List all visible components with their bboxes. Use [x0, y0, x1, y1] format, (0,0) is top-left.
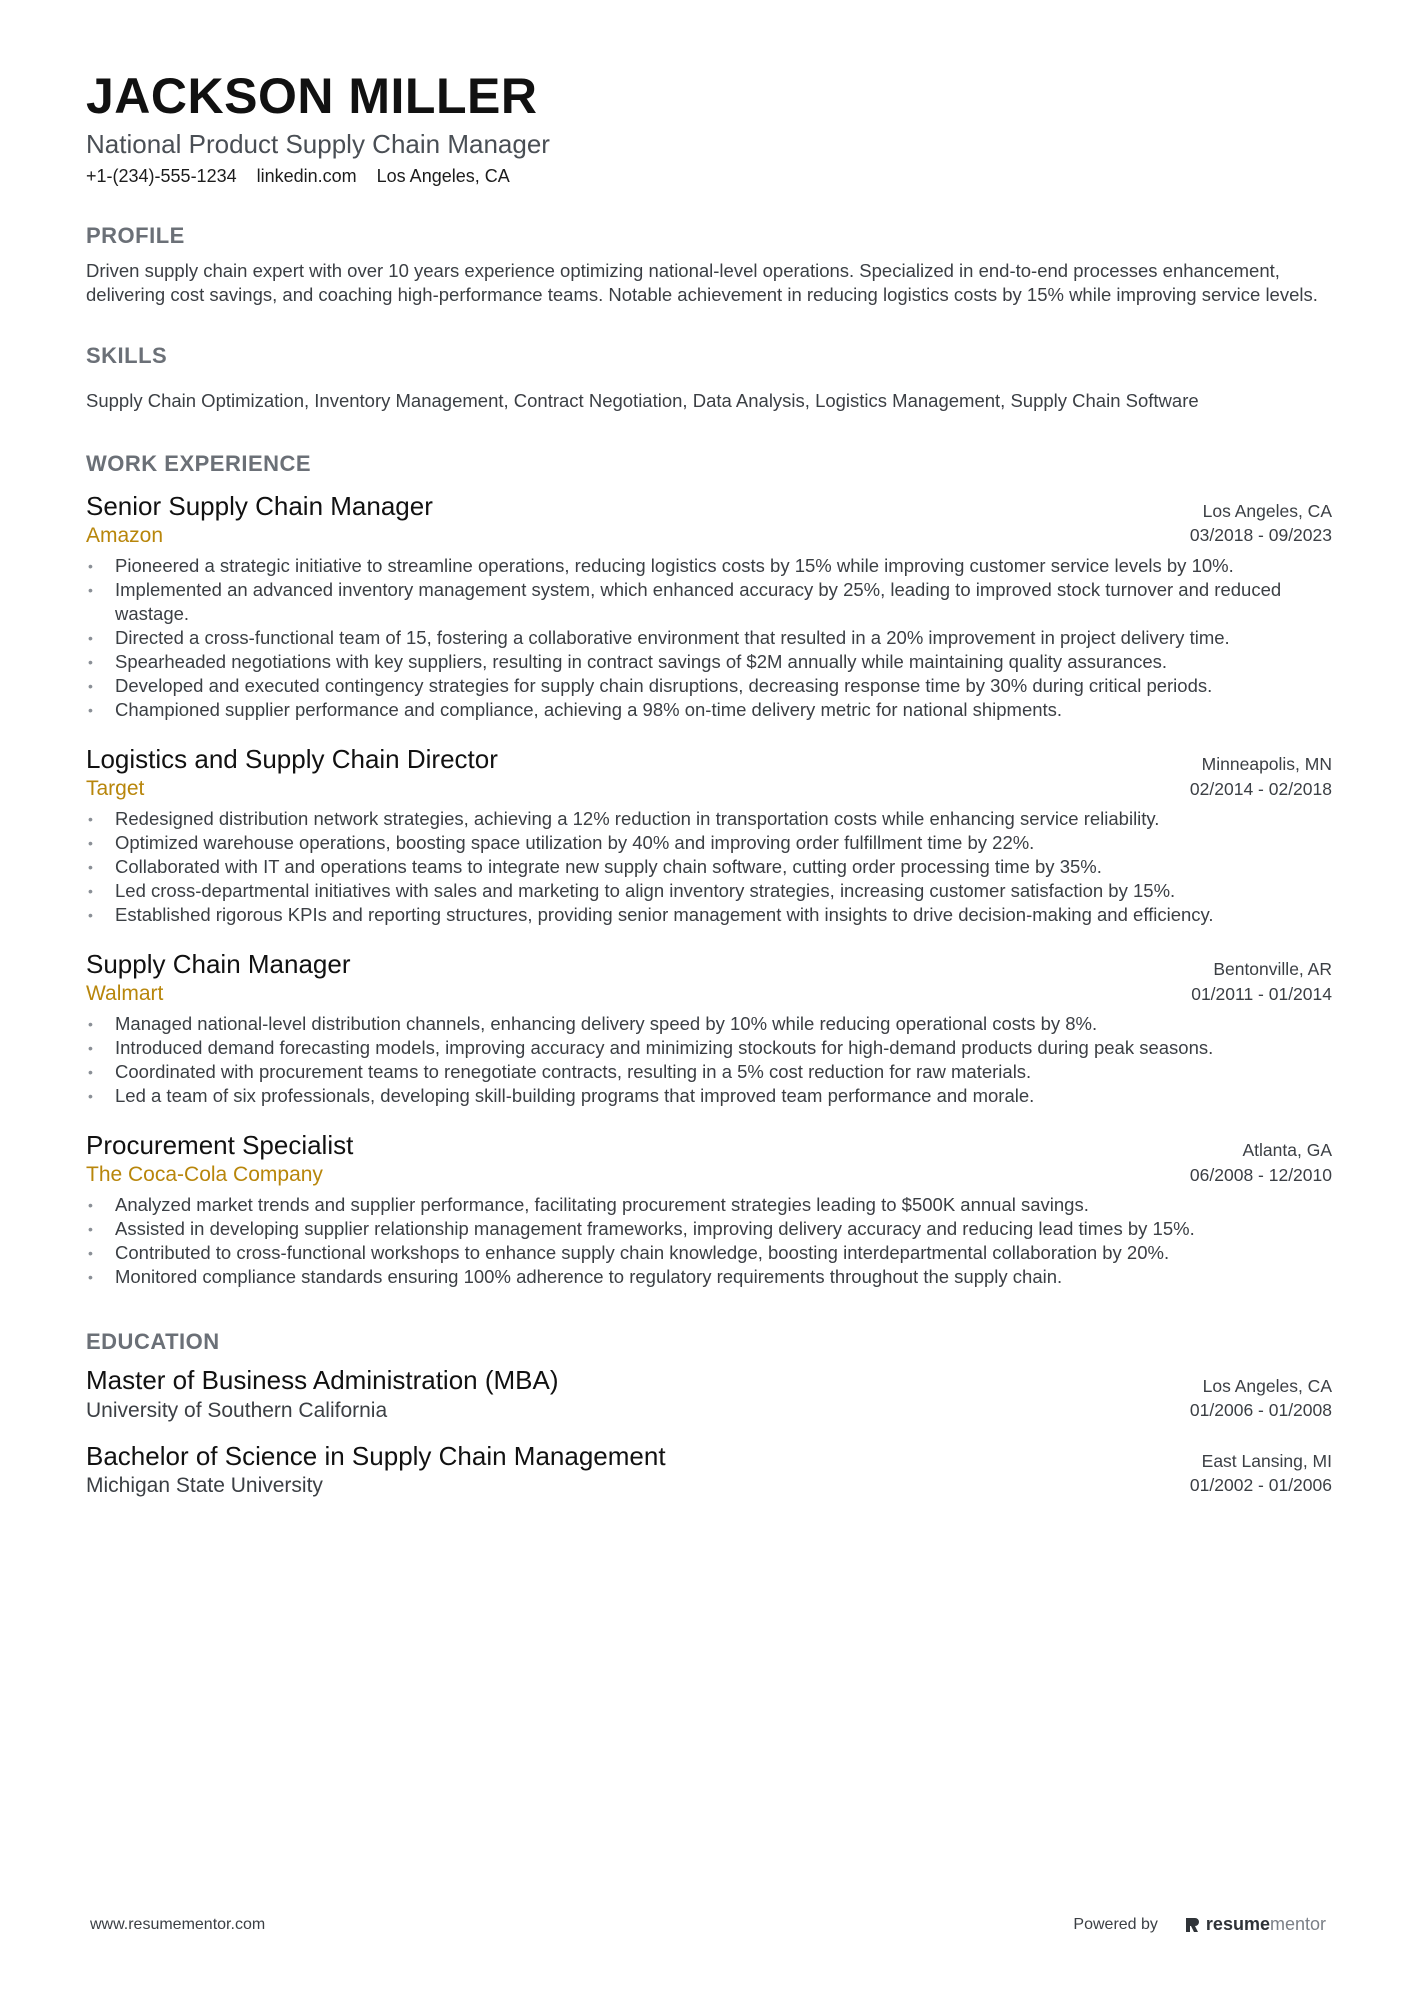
- profile-text: Driven supply chain expert with over 10 years experience optimizing national-level operations. Specialized in end-to-end processes enhancement, delivering cost savings, and coaching high-performance teams. Notable achievement in reducing logistics costs by 15% while improving service levels.: [86, 259, 1318, 305]
- job-entry: [86, 1130, 1332, 1289]
- job-title: Procurement Specialist: [86, 1130, 354, 1161]
- footer: [90, 1914, 1326, 1935]
- job-dates: 02/2014 - 02/2018: [1189, 778, 1332, 799]
- education-dates: 01/2002 - 01/2006: [1189, 1475, 1332, 1496]
- job-bullets: [86, 1012, 1332, 1108]
- brand-light-text: mentor: [1269, 1914, 1326, 1934]
- bullet-text: Analyzed market trends and supplier performance, facilitating procurement strategies leading to $500K annual savings.: [115, 1194, 1089, 1216]
- bullet-dot-icon: •: [88, 811, 93, 828]
- education-subheader: [86, 1474, 1332, 1498]
- job-dates: 01/2011 - 01/2014: [1191, 983, 1332, 1004]
- candidate-title: National Product Supply Chain Manager: [86, 128, 550, 159]
- bullet-dot-icon: •: [88, 653, 93, 670]
- job-bullet: [86, 1036, 1332, 1060]
- candidate-name: JACKSON MILLER: [86, 68, 538, 124]
- education-location: East Lansing, MI: [1201, 1450, 1332, 1471]
- job-bullet: [86, 879, 1332, 903]
- job-entry: [86, 744, 1332, 927]
- education-location: Los Angeles, CA: [1202, 1375, 1332, 1396]
- bullet-text: Championed supplier performance and compliance, achieving a 98% on-time delivery metric for national shipments.: [115, 698, 1063, 720]
- job-bullet: [86, 650, 1332, 674]
- bullet-text: Optimized warehouse operations, boosting space utilization by 40% and improving order fulfillment time by 22%.: [115, 832, 1035, 854]
- experience-heading: WORK EXPERIENCE: [86, 450, 312, 476]
- job-title: Supply Chain Manager: [86, 949, 351, 980]
- job-bullet: [86, 626, 1332, 650]
- bullet-text: Led a team of six professionals, developing skill-building programs that improved team performance and morale.: [115, 1085, 1035, 1107]
- bullet-text: Assisted in developing supplier relationship management frameworks, improving delivery accuracy and reducing lead times by 15%.: [115, 1218, 1195, 1240]
- job-bullets: [86, 1193, 1332, 1289]
- job-location: Bentonville, AR: [1213, 959, 1332, 980]
- job-entry: [86, 491, 1332, 722]
- degree-title: Bachelor of Science in Supply Chain Management: [86, 1440, 666, 1471]
- school-name: University of Southern California: [86, 1398, 388, 1422]
- job-bullet: [86, 554, 1332, 578]
- contact-location: Los Angeles, CA: [376, 165, 510, 186]
- education-heading: EDUCATION: [86, 1329, 220, 1355]
- job-bullet: [86, 698, 1332, 722]
- resumementor-logo-icon: [1184, 1917, 1200, 1933]
- job-title: Logistics and Supply Chain Director: [86, 743, 498, 774]
- contact-linkedin[interactable]: linkedin.com: [256, 165, 357, 186]
- bullet-text: Developed and executed contingency strategies for supply chain disruptions, decreasing response time by 30% during critical periods.: [115, 674, 1213, 696]
- job-header: [86, 491, 1332, 522]
- bullet-text: Managed national-level distribution channels, enhancing delivery speed by 10% while reducing operational costs by 8%.: [115, 1013, 1098, 1035]
- bullet-dot-icon: •: [88, 1088, 93, 1105]
- brand-logo[interactable]: [1184, 1914, 1326, 1935]
- job-bullet: [86, 578, 1332, 626]
- education-subheader: [86, 1399, 1332, 1423]
- bullet-dot-icon: •: [88, 859, 93, 876]
- skills-heading: SKILLS: [86, 342, 168, 368]
- degree-title: Master of Business Administration (MBA): [86, 1365, 559, 1396]
- job-dates: 06/2008 - 12/2010: [1189, 1164, 1332, 1185]
- job-bullet: [86, 903, 1332, 927]
- bullet-text: Pioneered a strategic initiative to streamline operations, reducing logistics costs by 15% while improving customer service levels by 10%.: [115, 554, 1234, 576]
- job-header: [86, 744, 1332, 775]
- job-subheader: [86, 982, 1332, 1006]
- job-bullet: [86, 674, 1332, 698]
- profile-heading: PROFILE: [86, 222, 185, 248]
- bullet-text: Spearheaded negotiations with key suppliers, resulting in contract savings of $2M annually while maintaining quality assurances.: [115, 650, 1168, 672]
- education-header: [86, 1441, 1332, 1472]
- job-bullet: [86, 1012, 1332, 1036]
- job-bullet: [86, 1217, 1332, 1241]
- bullet-dot-icon: •: [88, 907, 93, 924]
- job-bullets: [86, 554, 1332, 722]
- job-company: Amazon: [86, 523, 164, 547]
- education-list: [86, 1365, 1332, 1497]
- footer-website[interactable]: www.resumementor.com: [90, 1915, 266, 1933]
- bullet-text: Directed a cross-functional team of 15, fostering a collaborative environment that resulted in a 20% improvement in project delivery time.: [115, 626, 1230, 648]
- brand-strong-text: resume: [1205, 1914, 1270, 1934]
- job-list: [86, 491, 1332, 1290]
- job-location: Atlanta, GA: [1242, 1140, 1332, 1161]
- education-header: [86, 1365, 1332, 1396]
- job-bullet: [86, 1241, 1332, 1265]
- job-bullets: [86, 807, 1332, 927]
- job-bullet: [86, 1193, 1332, 1217]
- job-subheader: [86, 777, 1332, 801]
- job-company: Walmart: [86, 982, 164, 1006]
- job-header: [86, 1130, 1332, 1161]
- bullet-dot-icon: •: [88, 557, 93, 574]
- bullet-text: Contributed to cross-functional workshops to enhance supply chain knowledge, boosting interdepartmental collaboration by 20%.: [115, 1242, 1170, 1264]
- bullet-text: Established rigorous KPIs and reporting structures, providing senior management with insights to drive decision-making and efficiency.: [115, 904, 1214, 926]
- bullet-dot-icon: •: [88, 629, 93, 646]
- contact-line: [86, 166, 1332, 187]
- bullet-dot-icon: •: [88, 1016, 93, 1033]
- bullet-dot-icon: •: [88, 1064, 93, 1081]
- bullet-dot-icon: •: [88, 1221, 93, 1238]
- bullet-text: Monitored compliance standards ensuring 100% adherence to regulatory requirements throughout the supply chain.: [115, 1266, 1063, 1288]
- bullet-dot-icon: •: [88, 1197, 93, 1214]
- job-bullet: [86, 855, 1332, 879]
- job-bullet: [86, 831, 1332, 855]
- school-name: Michigan State University: [86, 1473, 323, 1497]
- job-dates: 03/2018 - 09/2023: [1189, 525, 1332, 546]
- profile-section: [86, 223, 1332, 307]
- bullet-dot-icon: •: [88, 1040, 93, 1057]
- footer-powered: [1073, 1914, 1326, 1935]
- bullet-text: Introduced demand forecasting models, improving accuracy and minimizing stockouts for high-demand products during peak seasons.: [115, 1037, 1214, 1059]
- powered-by-label: Powered by: [1073, 1915, 1158, 1933]
- bullet-text: Redesigned distribution network strategies, achieving a 12% reduction in transportation costs while enhancing service reliability.: [115, 808, 1160, 830]
- bullet-dot-icon: •: [88, 1245, 93, 1262]
- job-bullet: [86, 1265, 1332, 1289]
- job-title: Senior Supply Chain Manager: [86, 490, 433, 521]
- job-company: The Coca-Cola Company: [86, 1163, 323, 1187]
- job-bullet: [86, 1060, 1332, 1084]
- job-bullet: [86, 1084, 1332, 1108]
- education-dates: 01/2006 - 01/2008: [1189, 1400, 1332, 1421]
- job-subheader: [86, 1163, 1332, 1187]
- job-subheader: [86, 524, 1332, 548]
- education-entry: [86, 1365, 1332, 1422]
- bullet-dot-icon: •: [88, 581, 93, 598]
- job-location: Los Angeles, CA: [1202, 500, 1332, 521]
- job-header: [86, 949, 1332, 980]
- job-entry: [86, 949, 1332, 1108]
- job-company: Target: [86, 777, 145, 801]
- skills-text: Supply Chain Optimization, Inventory Management, Contract Negotiation, Data Analysis, Logistics Management, Supply Chain Software: [86, 389, 1199, 411]
- skills-section: [86, 343, 1332, 413]
- bullet-text: Led cross-departmental initiatives with sales and marketing to align inventory strategies, increasing customer satisfaction by 15%.: [115, 880, 1176, 902]
- bullet-dot-icon: •: [88, 677, 93, 694]
- bullet-dot-icon: •: [88, 883, 93, 900]
- resume-page: [86, 70, 1332, 1498]
- bullet-text: Implemented an advanced inventory management system, which enhanced accuracy by 25%, leading to improved stock turnover and reduced wastage.: [115, 578, 1282, 624]
- bullet-dot-icon: •: [88, 701, 93, 718]
- job-bullet: [86, 807, 1332, 831]
- education-entry: [86, 1441, 1332, 1498]
- bullet-text: Collaborated with IT and operations teams to integrate new supply chain software, cutting order processing time by 35%.: [115, 856, 1102, 878]
- bullet-dot-icon: •: [88, 1269, 93, 1286]
- bullet-dot-icon: •: [88, 835, 93, 852]
- contact-phone[interactable]: +1-(234)-555-1234: [86, 165, 237, 186]
- experience-section: [86, 451, 1332, 1290]
- education-section: [86, 1329, 1332, 1497]
- bullet-text: Coordinated with procurement teams to renegotiate contracts, resulting in a 5% cost reduction for raw materials.: [115, 1061, 1032, 1083]
- job-location: Minneapolis, MN: [1201, 754, 1332, 775]
